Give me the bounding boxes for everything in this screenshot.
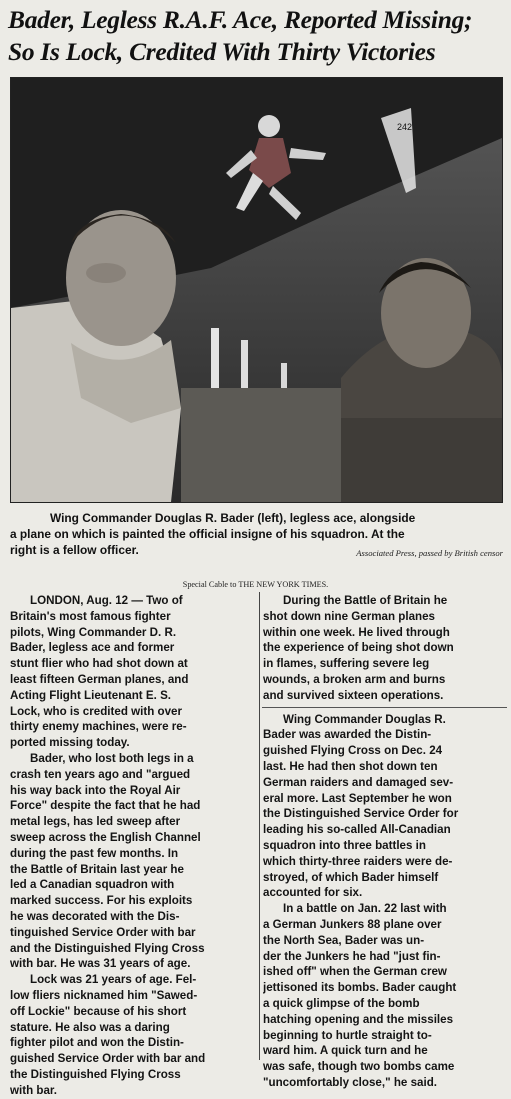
article-line: the Distinguished Flying Cross — [10, 1067, 181, 1081]
article-column-left — [10, 593, 257, 1099]
article-line: German raiders and damaged sev- — [263, 775, 454, 789]
article-line: Wing Commander Douglas R. — [283, 712, 446, 726]
article-line: Acting Flight Lieutenant E. S. — [10, 688, 172, 702]
column-divider — [259, 592, 260, 1060]
article-line: beginning to hurtle straight to- — [263, 1028, 432, 1042]
article-line: pilots, Wing Commander D. R. — [10, 625, 177, 639]
article-column-right-bottom — [263, 712, 509, 1091]
article-line: crash ten years ago and "argued — [10, 767, 191, 781]
background-ground — [181, 388, 351, 502]
article-line: leading his so-called All-Canadian — [263, 823, 451, 837]
article-line: ished off" when the German crew — [263, 965, 447, 979]
article-line: In a battle on Jan. 22 last with — [283, 902, 447, 916]
article-line: the North Sea, Bader was un- — [263, 933, 425, 947]
article-line: a German Junkers 88 plane over — [263, 917, 442, 931]
article-column-right — [263, 593, 509, 1091]
article-line: tinguished Service Order with bar — [10, 925, 196, 939]
article-line: the Battle of Britain last year he — [10, 862, 184, 876]
article-line: within one week. He lived through — [263, 625, 450, 639]
insignia-number: 242 — [397, 122, 413, 132]
fence-post — [211, 328, 219, 388]
article-line: the Distinguished Service Order for — [263, 807, 459, 821]
article-line: Bader was awarded the Distin- — [263, 728, 432, 742]
headline — [8, 4, 506, 68]
article-line: stunt flier who had shot down at — [10, 657, 188, 671]
caption-line-1: Wing Commander Douglas R. Bader (left), legless ace, alongside — [50, 511, 416, 525]
article-line: Lock, who is credited with over — [10, 704, 183, 718]
article-line: metal legs, has led sweep after — [10, 815, 181, 829]
article-line: marked success. For his exploits — [10, 894, 193, 908]
article-line: his way back into the Royal Air — [10, 783, 181, 797]
article-line: stroyed, of which Bader himself — [263, 870, 439, 884]
article-line: hatching opening and the missiles — [263, 1012, 454, 1026]
article-line: with bar. He was 31 years of age. — [10, 957, 191, 971]
article-line: the experience of being shot down — [263, 641, 454, 655]
article-line: off Lockie" because of his short — [10, 1004, 187, 1018]
photo-illustration — [11, 78, 502, 502]
article-line: was safe, though two bombs came — [263, 1060, 455, 1074]
article-line: sweep across the English Channel — [10, 830, 201, 844]
article-line: Britain's most famous fighter — [10, 609, 171, 623]
article-line: squadron into three battles in — [263, 838, 426, 852]
article-line: a quick glimpse of the bomb — [263, 996, 420, 1010]
article-line: fighter pilot and won the Distin- — [10, 1036, 184, 1050]
article-line: LONDON, Aug. 12 — Two of — [30, 594, 183, 607]
article-line: eral more. Last September he won — [263, 791, 452, 805]
article-line: which thirty-three raiders were de- — [263, 854, 453, 868]
article-line: in flames, suffering severe leg — [263, 657, 430, 671]
article-line: Bader, who lost both legs in a — [30, 751, 194, 765]
article-line: with bar. — [10, 1083, 58, 1097]
article-line: and the Distinguished Flying Cross — [10, 941, 205, 955]
caption-line-3: right is a fellow officer. — [10, 543, 139, 557]
article-line: accounted for six. — [263, 886, 363, 900]
article-line: wounds, a broken arm and burns — [263, 672, 446, 686]
photo-credit: Associated Press, passed by British censor — [356, 548, 503, 558]
article-line: Lock was 21 years of age. Fel- — [30, 973, 197, 987]
article-line: ported missing today. — [10, 736, 130, 750]
article-line: "uncomfortably close," he said. — [263, 1075, 437, 1089]
article-line: Force" despite the fact that he had — [10, 799, 201, 813]
article-line: guished Flying Cross on Dec. 24 — [263, 744, 443, 758]
article-line: During the Battle of Britain he — [283, 594, 448, 607]
article-line: last. He had then shot down ten — [263, 759, 438, 773]
article-line: shot down nine German planes — [263, 609, 435, 623]
article-line: thirty enemy machines, were re- — [10, 720, 187, 734]
headline-line-2: So Is Lock, Credited With Thirty Victories — [8, 37, 436, 66]
article-line: jettisoned its bombs. Bader caught — [263, 981, 457, 995]
article-line: der the Junkers he had "just fin- — [263, 949, 441, 963]
article-line: guished Service Order with bar and — [10, 1052, 206, 1066]
caption-line-2: a plane on which is painted the official insigne of his squadron. At the — [10, 527, 405, 541]
news-photo — [10, 77, 503, 503]
article-line: led a Canadian squadron with — [10, 878, 175, 892]
article-line: low fliers nicknamed him "Sawed- — [10, 988, 198, 1002]
section-divider — [262, 707, 507, 708]
source-line: Special Cable to THE NEW YORK TIMES. — [182, 580, 329, 589]
article-line: stature. He also was a daring — [10, 1020, 170, 1034]
article-line: during the past few months. In — [10, 846, 179, 860]
article-line: and survived sixteen operations. — [263, 688, 444, 702]
fence-post — [241, 340, 248, 388]
article-line: ward him. A quick turn and he — [263, 1044, 428, 1058]
article-line: least fifteen German planes, and — [10, 672, 189, 686]
article-column-right-top — [263, 593, 509, 704]
article-line: Bader, legless ace and former — [10, 641, 175, 655]
article-line: he was decorated with the Dis- — [10, 909, 180, 923]
headline-line-1: Bader, Legless R.A.F. Ace, Reported Missing; — [8, 5, 473, 34]
